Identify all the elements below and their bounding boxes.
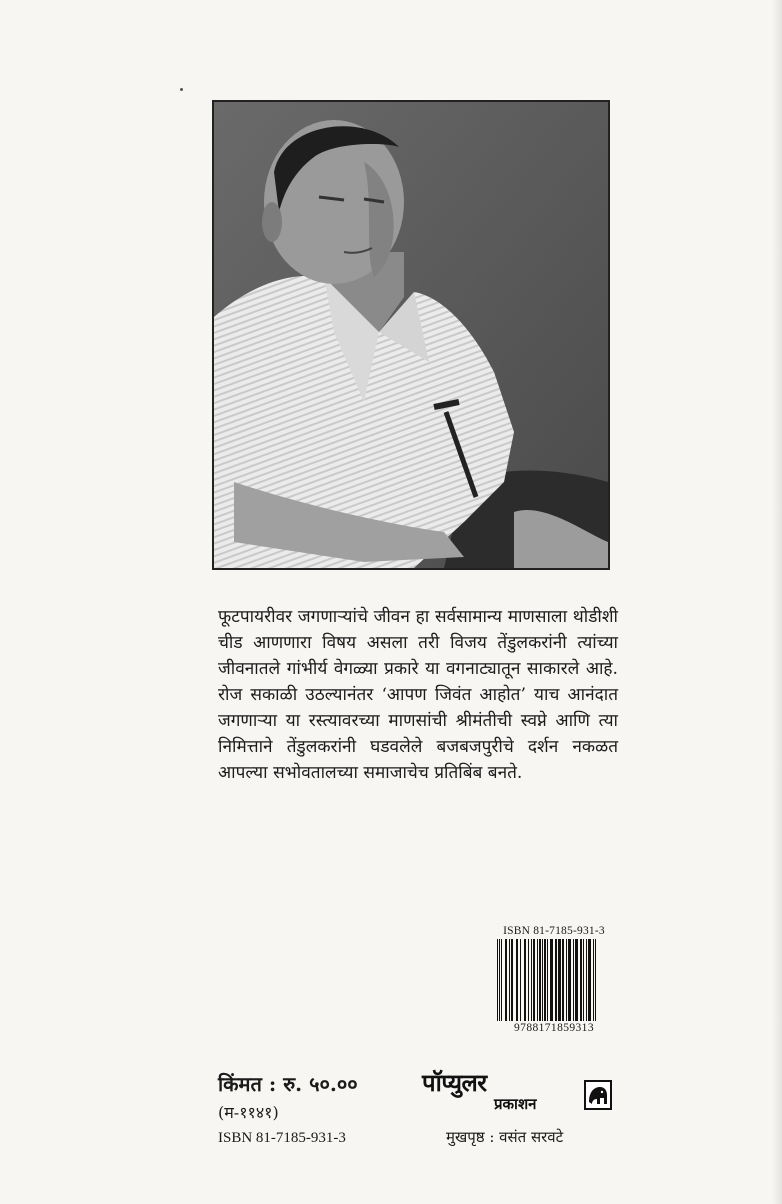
barcode-isbn-label: ISBN 81-7185-931-3 <box>503 925 605 937</box>
cover-credit: मुखपृष्ठ : वसंत सरवटे <box>446 1128 564 1146</box>
author-portrait-photo <box>212 100 610 570</box>
publisher-logo <box>420 1066 620 1122</box>
publisher-name: पॉप्युलर <box>422 1069 487 1097</box>
portrait-photo-icon <box>214 102 608 568</box>
catalog-code: (म-११४१) <box>218 1103 279 1122</box>
isbn-bottom: ISBN 81-7185-931-3 <box>218 1130 346 1146</box>
elephant-logo-icon <box>584 1080 612 1110</box>
publisher-sub: प्रकाशन <box>494 1095 537 1113</box>
print-speck <box>180 88 183 91</box>
price-label: किंमत : रु. ५०.०० <box>218 1072 358 1096</box>
barcode-block <box>493 925 615 1034</box>
barcode-digits: 9788171859313 <box>514 1022 594 1034</box>
blurb-text: फूटपायरीवर जगणाऱ्यांचे जीवन हा सर्वसामान्य माणसाला थोडीशी चीड आणणारा विषय असला तरी विजय तेंडुलकरांनी त्यांच्या जीवनातले गांभीर्य वेगळ्या प्रकारे या वगनाट्यातून साकारले आहे. रोज सकाळी उठल्यानंतर ‘आपण जिवंत आहोत’ याच आनंदात जगणाऱ्या या रस्त्यावरच्या माणसांची श्रीमंतीची स्वप्ने आणि त्या निमित्ताने तेंडुलकरांनी घडवलेले बजबजपुरीचे दर्शन नकळत आपल्या सभोवतालच्या समाजाचेच प्रतिबिंब बनते. <box>218 607 618 783</box>
page-edge <box>772 0 782 1204</box>
barcode-bars <box>493 939 615 1021</box>
book-blurb <box>218 604 618 786</box>
